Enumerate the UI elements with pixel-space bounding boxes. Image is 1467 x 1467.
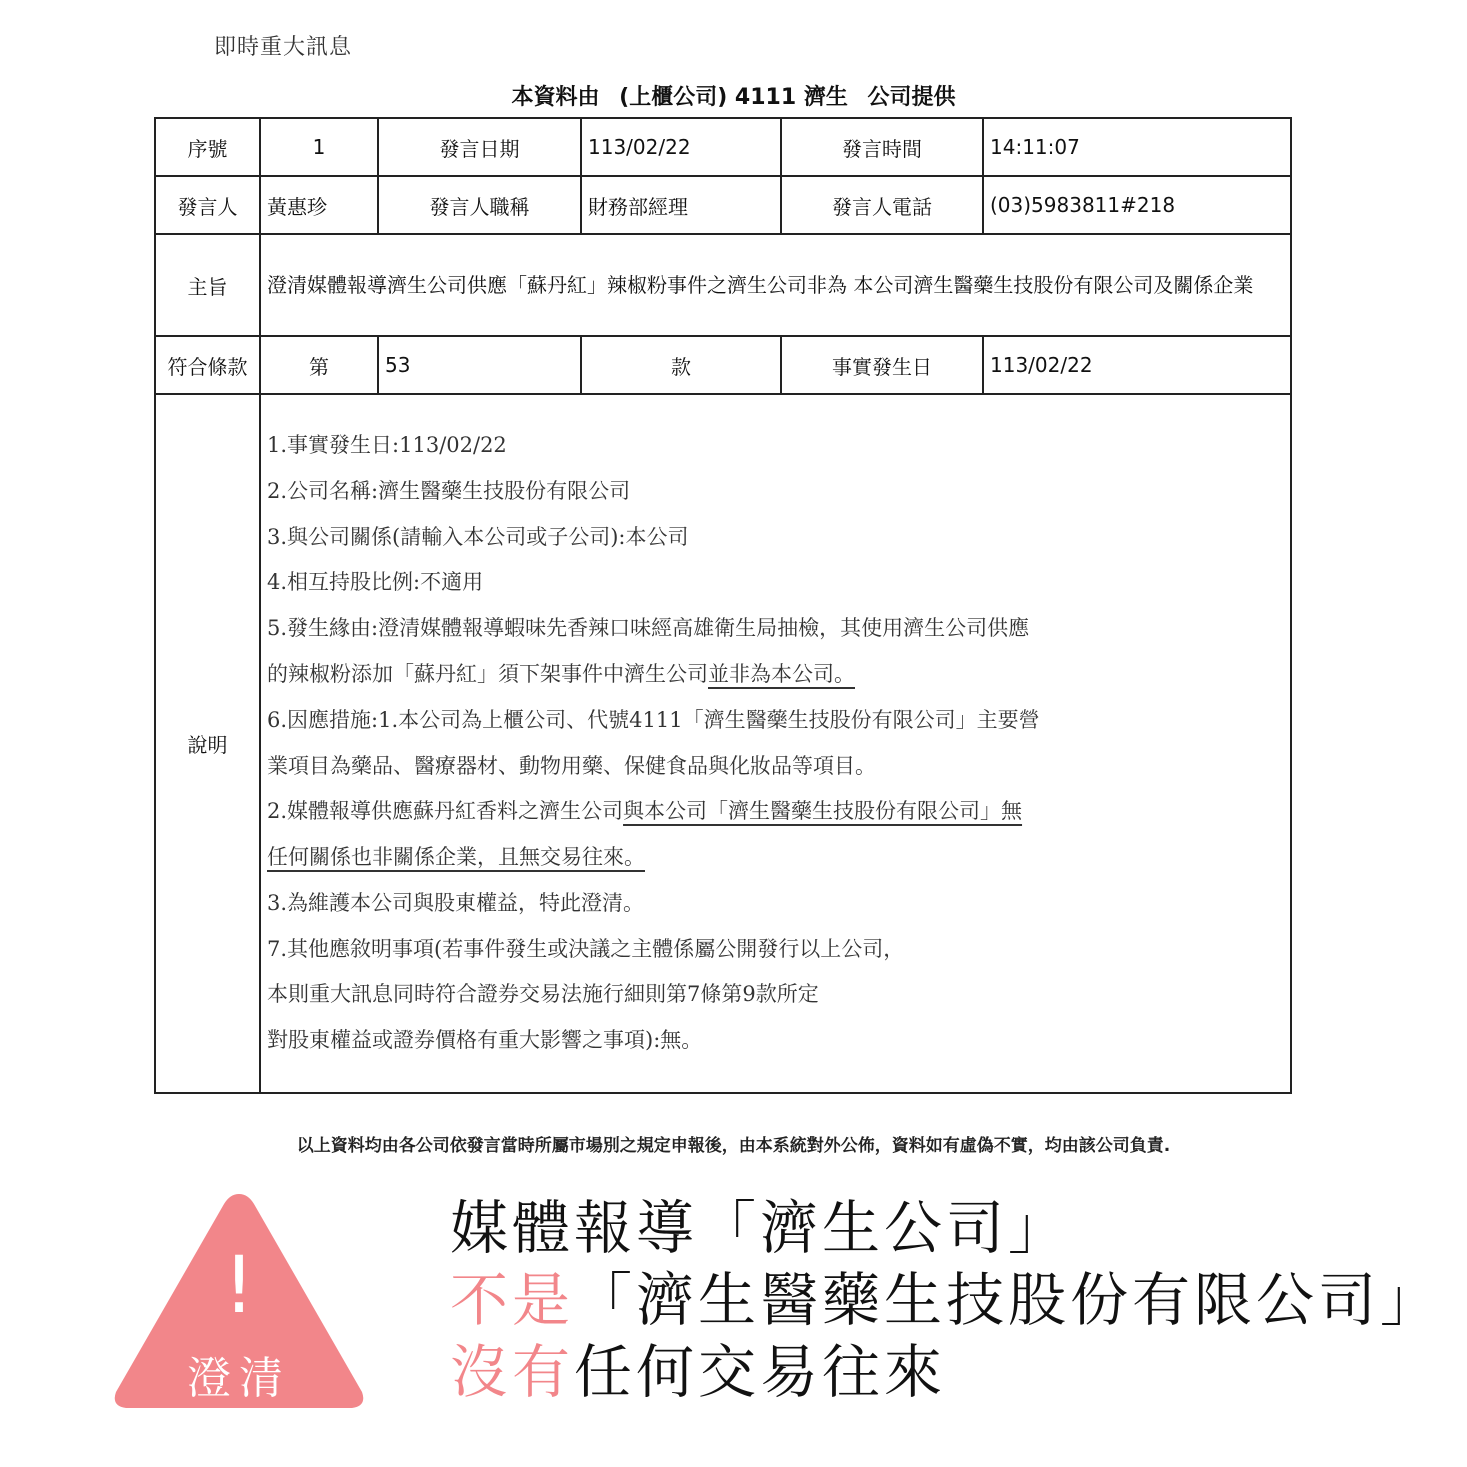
provider-company: (上櫃公司) 4111 濟生 bbox=[619, 85, 848, 110]
headline-accent: 不是 bbox=[450, 1266, 575, 1334]
headline-line-2 bbox=[450, 1264, 1442, 1336]
desc-line-part: 2.媒體報導供應蘇丹紅香料之濟生公司 bbox=[267, 799, 624, 824]
table-row bbox=[155, 336, 1291, 394]
desc-line bbox=[267, 652, 1284, 698]
headline-text: 任何交易往來 bbox=[574, 1338, 947, 1406]
desc-underlined-text: 與本公司「濟生醫藥生技股份有限公司」無 bbox=[623, 799, 1023, 824]
seq-label: 序號 bbox=[155, 118, 260, 176]
headline-line-3 bbox=[450, 1336, 1442, 1408]
phone-value: (03)5983811#218 bbox=[983, 176, 1291, 234]
desc-line: 3.為維護本公司與股東權益，特此澄清。 bbox=[267, 890, 645, 915]
desc-line bbox=[267, 835, 1284, 881]
table-row bbox=[155, 394, 1291, 1093]
provider-line bbox=[0, 80, 1467, 111]
desc-line: 本則重大訊息同時符合證券交易法施行細則第7條第9款所定 bbox=[267, 982, 819, 1007]
desc-line: 3.與公司關係(請輸入本公司或子公司):本公司 bbox=[267, 524, 689, 549]
clause-label: 符合條款 bbox=[155, 336, 260, 394]
subject-label: 主旨 bbox=[155, 234, 260, 336]
speaker-label: 發言人 bbox=[155, 176, 260, 234]
table-row bbox=[155, 234, 1291, 336]
headline-text: 「濟生醫藥生技股份有限公司」 bbox=[574, 1266, 1443, 1334]
clause-prefix: 第 bbox=[260, 336, 378, 394]
desc-line: 對股東權益或證券價格有重大影響之事項):無。 bbox=[267, 1028, 703, 1053]
clause-value: 53 bbox=[378, 336, 581, 394]
headline-line-1: 媒體報導「濟生公司」 bbox=[450, 1194, 1071, 1262]
table-row bbox=[155, 118, 1291, 176]
desc-line: 業項目為藥品、醫療器材、動物用藥、保健食品與化妝品等項目。 bbox=[267, 753, 876, 778]
speaker-title-label: 發言人職稱 bbox=[378, 176, 581, 234]
seq-value: 1 bbox=[260, 118, 378, 176]
description-label: 說明 bbox=[155, 394, 260, 1093]
clarification-headline bbox=[450, 1192, 1442, 1408]
provider-prefix: 本資料由 bbox=[511, 85, 600, 110]
speaker-value: 黃惠珍 bbox=[260, 176, 378, 234]
headline-accent: 沒有 bbox=[450, 1338, 575, 1406]
clause-suffix: 款 bbox=[581, 336, 781, 394]
speaker-title-value: 財務部經理 bbox=[581, 176, 781, 234]
date-label: 發言日期 bbox=[378, 118, 581, 176]
desc-line: 7.其他應敘明事項(若事件發生或決議之主體係屬公開發行以上公司， bbox=[267, 936, 905, 961]
desc-line: 1.事實發生日:113/02/22 bbox=[267, 432, 507, 457]
desc-underlined-text: 並非為本公司。 bbox=[708, 661, 855, 686]
phone-label: 發言人電話 bbox=[781, 176, 983, 234]
desc-line: 5.發生緣由:澄清媒體報導蝦味先香辣口味經高雄衛生局抽檢，其使用濟生公司供應 bbox=[267, 616, 1030, 641]
desc-line bbox=[267, 789, 1284, 835]
description-body bbox=[260, 394, 1291, 1093]
subject-value: 澄清媒體報導濟生公司供應「蘇丹紅」辣椒粉事件之濟生公司非為 本公司濟生醫藥生技股份有限公司及關係企業 bbox=[260, 234, 1291, 336]
desc-line: 6.因應措施:1.本公司為上櫃公司、代號4111「濟生醫藥生技股份有限公司」主要營 bbox=[267, 707, 1040, 732]
warning-exclamation: ! bbox=[223, 1241, 255, 1331]
provider-suffix: 公司提供 bbox=[867, 85, 956, 110]
fact-date-value: 113/02/22 bbox=[983, 336, 1291, 394]
table-row bbox=[155, 176, 1291, 234]
announcement-table bbox=[154, 117, 1292, 1094]
time-label: 發言時間 bbox=[781, 118, 983, 176]
desc-line-part: 的辣椒粉添加「蘇丹紅」須下架事件中濟生公司 bbox=[267, 661, 708, 686]
fact-date-label: 事實發生日 bbox=[781, 336, 983, 394]
page-header-title: 即時重大訊息 bbox=[214, 35, 353, 60]
date-value: 113/02/22 bbox=[581, 118, 781, 176]
warning-label: 澄清 bbox=[187, 1353, 291, 1404]
time-value: 14:11:07 bbox=[983, 118, 1291, 176]
disclaimer-note: 以上資料均由各公司依發言當時所屬市場別之規定申報後，由本系統對外公佈，資料如有虛偽不實，均由該公司負責. bbox=[296, 1136, 1171, 1156]
desc-line: 2.公司名稱:濟生醫藥生技股份有限公司 bbox=[267, 478, 631, 503]
desc-line: 4.相互持股比例:不適用 bbox=[267, 570, 484, 595]
desc-underlined-text: 任何關係也非關係企業，且無交易往來。 bbox=[267, 845, 645, 870]
